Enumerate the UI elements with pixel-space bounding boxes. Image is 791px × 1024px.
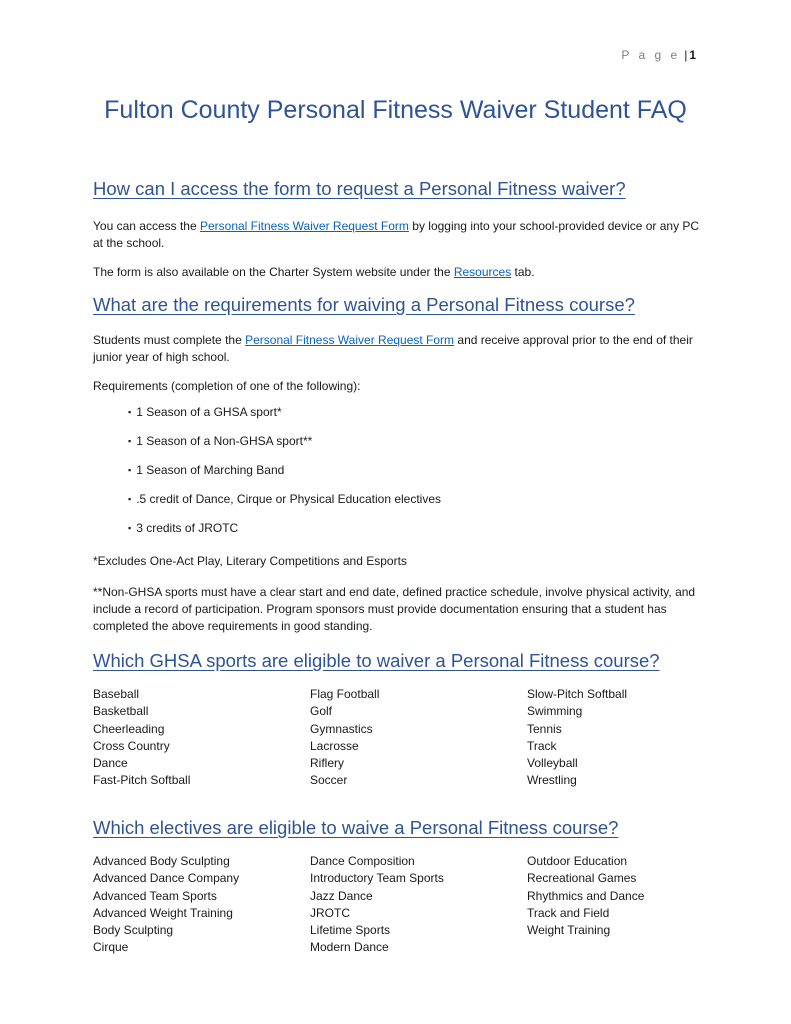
waiver-form-link[interactable]: Personal Fitness Waiver Request Form — [199, 219, 409, 233]
list-item: Gymnastics — [310, 721, 373, 736]
list-item: Rhythmics and Dance — [527, 888, 645, 903]
list-item: Basketball — [93, 704, 149, 719]
list-item: Tennis — [527, 721, 562, 736]
website-text-pre: The form is also available on the Charter System website under the — [93, 265, 454, 279]
sports-column-3 — [527, 686, 717, 790]
bullet-icon: ▪ — [128, 407, 132, 417]
list-item: Advanced Weight Training — [93, 905, 233, 920]
list-item-text: 3 credits of JROTC — [136, 521, 239, 535]
list-item: Cross Country — [93, 738, 170, 753]
waiver-form-link-2[interactable]: Personal Fitness Waiver Request Form — [245, 333, 455, 347]
document-title: Fulton County Personal Fitness Waiver Student FAQ — [104, 96, 687, 124]
list-item-text: 1 Season of a GHSA sport* — [136, 405, 282, 419]
list-item: Lifetime Sports — [310, 923, 391, 938]
access-text-post: by logging into your school-provided device or any PC at the school. — [93, 219, 700, 250]
website-paragraph — [93, 264, 703, 281]
requirements-paragraph — [93, 332, 703, 366]
electives-column-3 — [527, 853, 717, 957]
footnote-non-ghsa: **Non-GHSA sports must have a clear start and end date, defined practice schedule, involve physical activity, and include a record of participation. Program sponsors must provide documentation ensuring that a student has completed the above requirements in good standing. — [93, 585, 696, 633]
list-item: Recreational Games — [527, 871, 637, 886]
requirements-list — [128, 404, 441, 549]
list-item: JROTC — [310, 905, 350, 920]
requirements-text-pre: Students must complete the — [93, 333, 246, 347]
list-item: Flag Football — [310, 687, 380, 701]
list-item: Cheerleading — [93, 721, 165, 736]
page-separator: | — [684, 48, 688, 62]
list-item: Outdoor Education — [527, 854, 628, 868]
list-item: Baseball — [93, 687, 140, 701]
list-item: Fast-Pitch Softball — [93, 773, 191, 788]
list-item: Soccer — [310, 773, 348, 788]
sports-column-2 — [310, 686, 527, 790]
section-heading-electives: Which electives are eligible to waive a Personal Fitness course? — [93, 817, 619, 838]
requirements-text-post: and receive approval prior to the end of their junior year of high school. — [93, 333, 693, 364]
sports-column-1 — [93, 686, 310, 790]
list-item: Golf — [310, 704, 333, 719]
bullet-icon: ▪ — [128, 465, 132, 475]
section-heading-access: How can I access the form to request a Personal Fitness waiver? — [93, 178, 626, 199]
list-item — [128, 433, 441, 450]
list-item: Jazz Dance — [310, 888, 373, 903]
list-item: Introductory Team Sports — [310, 871, 444, 886]
list-item — [128, 491, 441, 508]
list-item: Body Sculpting — [93, 923, 174, 938]
footnote-excludes: *Excludes One-Act Play, Literary Competitions and Esports — [93, 554, 407, 568]
section-heading-sports: Which GHSA sports are eligible to waiver a Personal Fitness course? — [93, 650, 660, 671]
list-item: Swimming — [527, 704, 583, 719]
list-item: Volleyball — [527, 756, 578, 771]
website-text-post: tab. — [511, 265, 535, 279]
list-item: Dance — [93, 756, 128, 771]
list-item: Modern Dance — [310, 940, 389, 955]
list-item: Dance Composition — [310, 854, 415, 868]
electives-column-1 — [93, 853, 310, 957]
list-item: Cirque — [93, 940, 129, 955]
page-header — [621, 48, 696, 62]
section-heading-requirements: What are the requirements for waiving a Personal Fitness course? — [93, 294, 635, 315]
list-item: Lacrosse — [310, 738, 359, 753]
list-item: Track — [527, 738, 557, 753]
list-item: Weight Training — [527, 923, 611, 938]
bullet-icon: ▪ — [128, 523, 132, 533]
list-item: Slow-Pitch Softball — [527, 687, 628, 701]
list-item — [128, 520, 441, 537]
list-item — [128, 462, 441, 479]
list-item: Advanced Body Sculpting — [93, 854, 230, 868]
page-label: P a g e — [621, 48, 681, 62]
electives-columns — [93, 853, 717, 957]
access-text-pre: You can access the — [93, 219, 200, 233]
list-item: Track and Field — [527, 905, 610, 920]
page-number: 1 — [689, 48, 696, 62]
list-item: Wrestling — [527, 773, 577, 788]
electives-column-2 — [310, 853, 527, 957]
list-item: Advanced Team Sports — [93, 888, 217, 903]
resources-link[interactable]: Resources — [453, 265, 512, 279]
bullet-icon: ▪ — [128, 494, 132, 504]
access-paragraph — [93, 218, 703, 252]
list-item-text: 1 Season of a Non-GHSA sport** — [136, 434, 313, 448]
sports-columns — [93, 686, 717, 790]
bullet-icon: ▪ — [128, 436, 132, 446]
list-item — [128, 404, 441, 421]
list-item-text: 1 Season of Marching Band — [136, 463, 285, 477]
list-item: Riflery — [310, 756, 345, 771]
requirements-intro: Requirements (completion of one of the following): — [93, 379, 361, 393]
list-item: Advanced Dance Company — [93, 871, 240, 886]
list-item-text: .5 credit of Dance, Cirque or Physical Education electives — [136, 492, 442, 506]
